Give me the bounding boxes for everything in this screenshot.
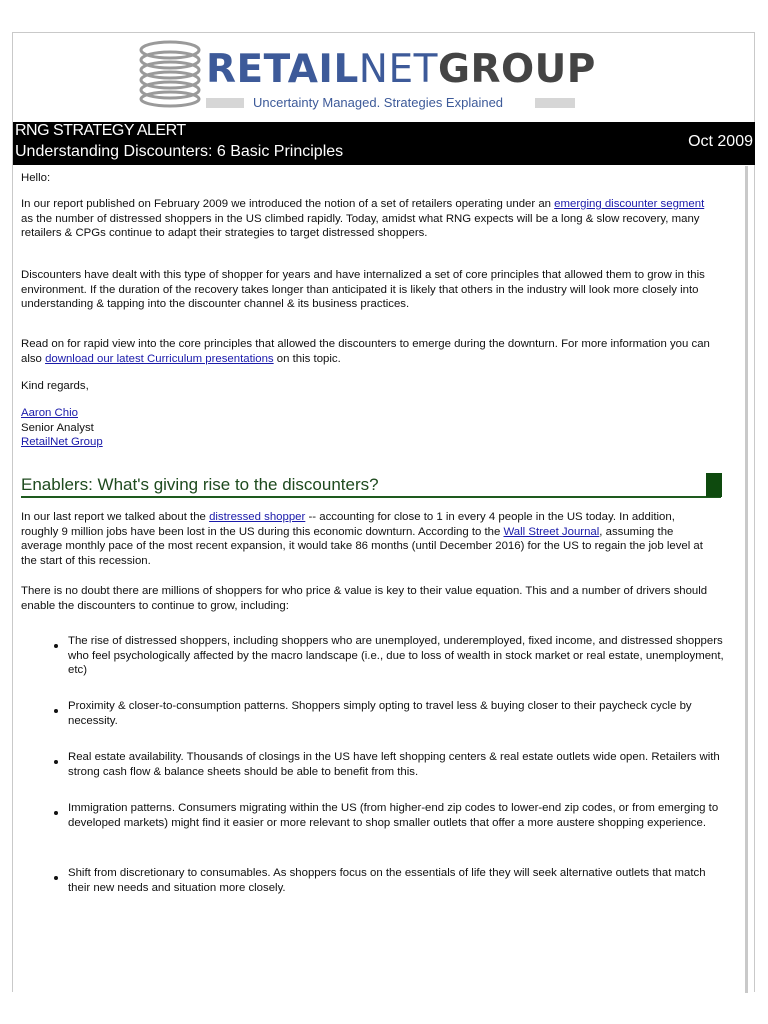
section-marker [706, 473, 722, 497]
bullet-item [13, 634, 733, 694]
brand-logo-text [206, 47, 596, 92]
section-p1-text-b: -- accounting for close to 1 in every 4 people in the US today. In addition, roughly 9 million jobs have been lost in the US during this economic downturn. According to the [21, 511, 675, 538]
bullet-item [13, 801, 733, 851]
signature [21, 406, 711, 450]
bullet-item [13, 750, 733, 790]
tagline-bar-right [535, 98, 575, 108]
section-paragraph-1 [21, 510, 711, 568]
emerging-discounter-link[interactable]: emerging discounter segment [554, 198, 705, 210]
discounters-paragraph: Discounters have dealt with this type of shopper for years and have internalized a set of core principles that allowed them to grow in this environment. If the duration of the recovery takes longer than anticipated it is likely that others in the industry will look more closely into understanding & tapping into the discounter channel & its business practices. [21, 269, 705, 311]
bullet-dot [54, 709, 58, 713]
intro-text-a: In our report published on February 2009 we introduced the notion of a set of retailers operating under an [21, 198, 555, 210]
intro-text-b: as the number of distressed shoppers in the US climbed rapidly. Today, amidst what RNG expects will be a long & slow recovery, many retailers & CPGs continue to adapt their strategies to target distressed shoppers. [21, 212, 700, 240]
read-on-text-a: Read on for rapid view into the core principles that allowed the discounters to emerge during the downturn. For more information you can also [21, 338, 710, 365]
brand-retail: RETAIL [206, 47, 359, 92]
tagline-bar-left [206, 98, 244, 108]
kind-regards: Kind regards, [21, 380, 89, 392]
section-p1-text-a: In our last report we talked about the [21, 511, 210, 523]
bullet-text: Immigration patterns. Consumers migrating within the US (from higher-end zip codes to lower-end zip codes, or from emerging to developed markets) might find it easier or more relevant to shop smaller outlets that offer a more austere shopping experience. [68, 802, 719, 829]
content-area [13, 166, 748, 993]
bullet-item [13, 866, 733, 906]
rng-logo-icon [135, 39, 205, 109]
section-title: Enablers: What's giving rise to the discounters? [21, 475, 379, 494]
bullet-item [13, 699, 733, 739]
brand-group: GROUP [437, 47, 596, 92]
tagline: Uncertainty Managed. Strategies Explained [253, 95, 504, 110]
newsletter-page [12, 32, 755, 992]
banner-date: Oct 2009 [688, 133, 753, 150]
read-on-paragraph [21, 337, 711, 366]
read-on-text-b: on this topic. [273, 352, 341, 365]
author-title: Senior Analyst [21, 421, 94, 434]
author-link[interactable]: Aaron Chio [21, 407, 78, 419]
alert-banner [13, 122, 755, 165]
intro-paragraph [21, 197, 711, 241]
bullet-text: The rise of distressed shoppers, including shoppers who are unemployed, underemployed, fixed income, and distressed shoppers who feel psychologically affected by the macro landscape (i.e., due to loss of wealth in stock market or real estate, unemployment, etc) [68, 635, 724, 677]
section-header [21, 472, 721, 498]
bullet-text: Shift from discretionary to consumables. As shoppers focus on the essentials of life they will seek alternative outlets that match their new needs and situation more closely. [68, 867, 706, 894]
bullet-text: Real estate availability. Thousands of closings in the US have left shopping centers & real estate outlets wide open. Retailers with strong cash flow & balance sheets should be able to benefit from this. [68, 751, 720, 778]
distressed-shopper-link[interactable]: distressed shopper [209, 511, 306, 523]
bullet-dot [54, 644, 58, 648]
greeting: Hello: [21, 172, 51, 184]
bullet-dot [54, 811, 58, 815]
banner-title: Understanding Discounters: 6 Basic Principles [15, 143, 344, 160]
banner-alert-label: RNG STRATEGY ALERT [15, 122, 186, 139]
section-paragraph-2: There is no doubt there are millions of shoppers for who price & value is key to their value equation. This and a number of drivers should enable the discounters to continue to grow, including: [21, 585, 708, 612]
curriculum-download-link[interactable]: download our latest Curriculum presentations [45, 352, 274, 365]
brand-net: NET [358, 47, 438, 92]
header [13, 33, 754, 122]
bullet-text: Proximity & closer-to-consumption patterns. Shoppers simply opting to travel less & buying closer to their paycheck cycle by necessity. [68, 700, 692, 727]
bullet-dot [54, 760, 58, 764]
wall-street-journal-link[interactable]: Wall Street Journal [503, 525, 600, 538]
section-p1-text-c: , assuming the average monthly pace of the most recent expansion, it would take 86 months (until December 2016) for the US to regain the job level at the start of this recession. [21, 525, 703, 567]
bullet-dot [54, 876, 58, 880]
company-link[interactable]: RetailNet Group [21, 436, 103, 449]
